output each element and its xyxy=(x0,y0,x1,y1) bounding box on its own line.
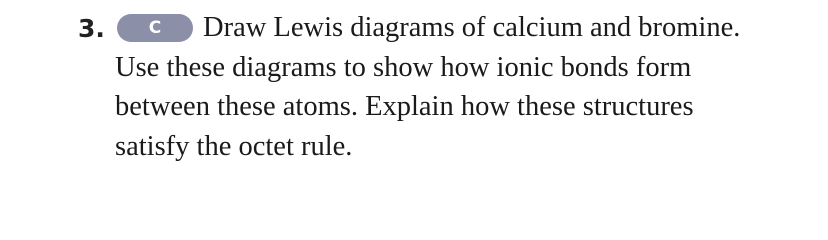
question-text xyxy=(115,8,815,166)
question-line-2: Use these diagrams to show how ionic bonds form xyxy=(115,51,692,83)
question-line-4: satisfy the octet rule. xyxy=(115,130,353,162)
question-line-1: Draw Lewis diagrams of calcium and bromine. xyxy=(203,12,741,43)
question-number: 3. xyxy=(78,14,105,43)
level-badge-letter: C xyxy=(148,18,162,38)
question-line-3: between these atoms. Explain how these structures xyxy=(115,91,694,122)
